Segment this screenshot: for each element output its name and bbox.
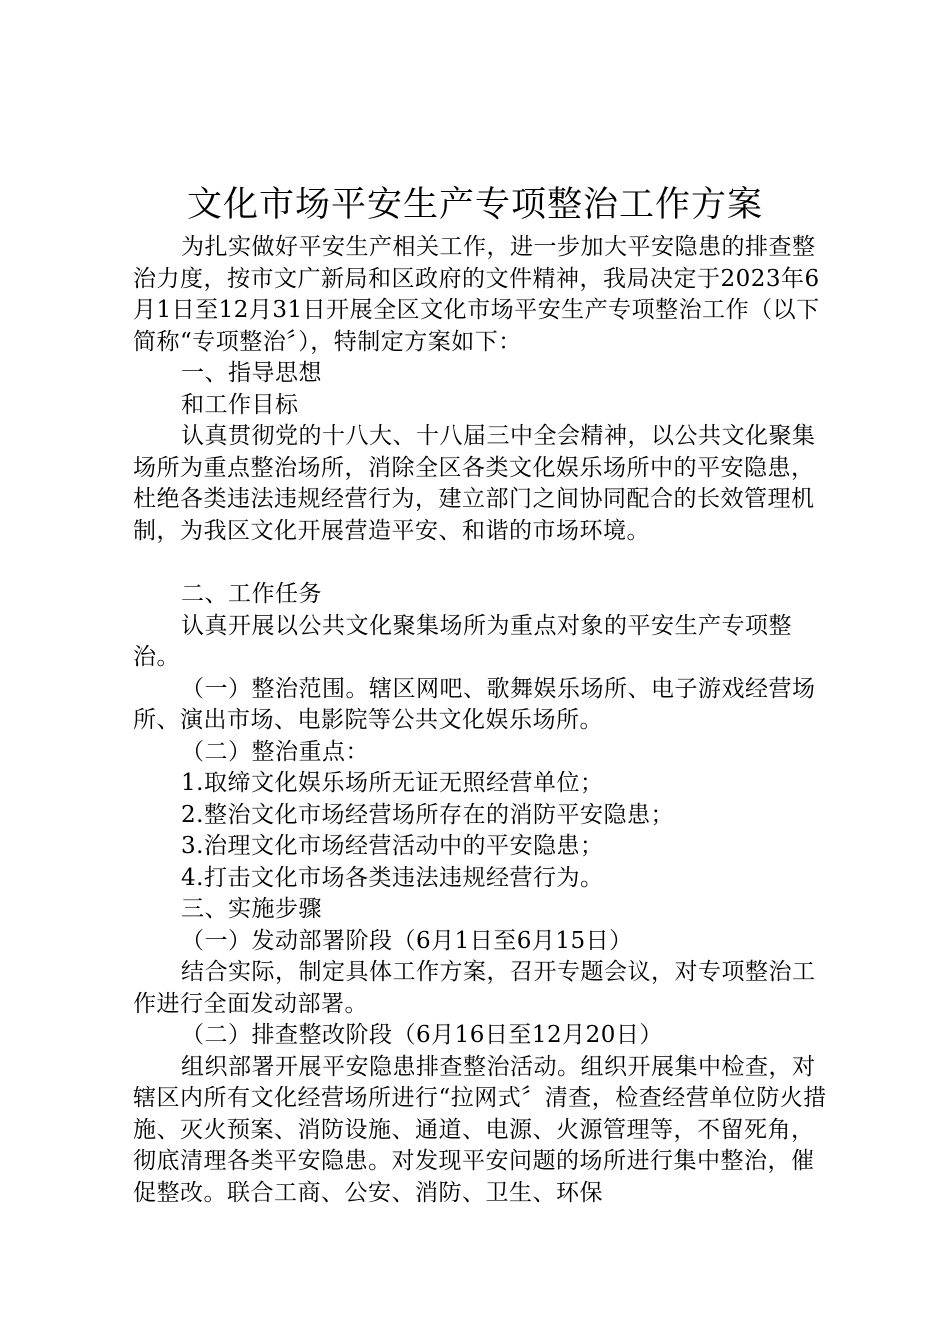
document-body xyxy=(133,232,833,1209)
guiding-thought-paragraph: 认真贯彻党的十八大、十八届三中全会精神，以公共文化聚集场所为重点整治场所，消除全区各类文化娱乐场所中的平安隐患，杜绝各类违法违规经营行为，建立部门之间协同配合的长效管理机制，为我区文化开展营造平安、和谐的市场环境。 xyxy=(133,423,816,544)
focus-heading: （二）整治重点： xyxy=(181,738,369,765)
scope-paragraph: （一）整治范围。辖区网吧、歌舞娱乐场所、电子游戏经营场所、演出市场、电影院等公共文化娱乐场所。 xyxy=(133,675,816,733)
focus-item-2: 2.整治文化市场经营场所存在的消防平安隐患； xyxy=(181,801,674,828)
focus-item-3: 3.治理文化市场经营活动中的平安隐患； xyxy=(181,833,604,859)
paragraph-gap xyxy=(133,547,833,579)
section-heading-guiding-thought: 一、指导思想 xyxy=(181,360,322,386)
section-heading-steps: 三、实施步骤 xyxy=(181,896,322,922)
step-2-heading: （二）排查整改阶段（6月16日至12月20日） xyxy=(181,1022,663,1048)
focus-item-4: 4.打击文化市场各类违法违规经营行为。 xyxy=(181,864,604,891)
step-1-heading: （一）发动部署阶段（6月1日至6月15日） xyxy=(181,927,633,954)
section-heading-continuation: 和工作目标 xyxy=(181,391,299,418)
section-heading-tasks: 二、工作任务 xyxy=(181,581,322,607)
step-1-paragraph: 结合实际，制定具体工作方案，召开专题会议，对专项整治工作进行全面发动部署。 xyxy=(133,959,816,1017)
focus-item-1: 1.取缔文化娱乐场所无证无照经营单位； xyxy=(181,770,604,796)
intro-paragraph: 为扎实做好平安生产相关工作，进一步加大平安隐患的排查整治力度，按市文广新局和区政府的文件精神，我局决定于2023年6月1日至12月31日开展全区文化市场平安生产专项整治工作（以下简称“专项整治〞），特制定方案如下： xyxy=(133,234,820,355)
tasks-paragraph: 认真开展以公共文化聚集场所为重点对象的平安生产专项整治。 xyxy=(133,612,792,670)
step-2-paragraph: 组织部署开展平安隐患排查整治活动。组织开展集中检查，对辖区内所有文化经营场所进行“拉网式〞清查，检查经营单位防火措施、灭火预案、消防设施、通道、电源、火源管理等，不留死角，彻底清理各类平安隐患。对发现平安问题的场所进行集中整治，催促整改。联合工商、公安、消防、卫生、环保 xyxy=(133,1053,827,1206)
page-title: 文化市场平安生产专项整治工作方案 xyxy=(186,185,763,225)
